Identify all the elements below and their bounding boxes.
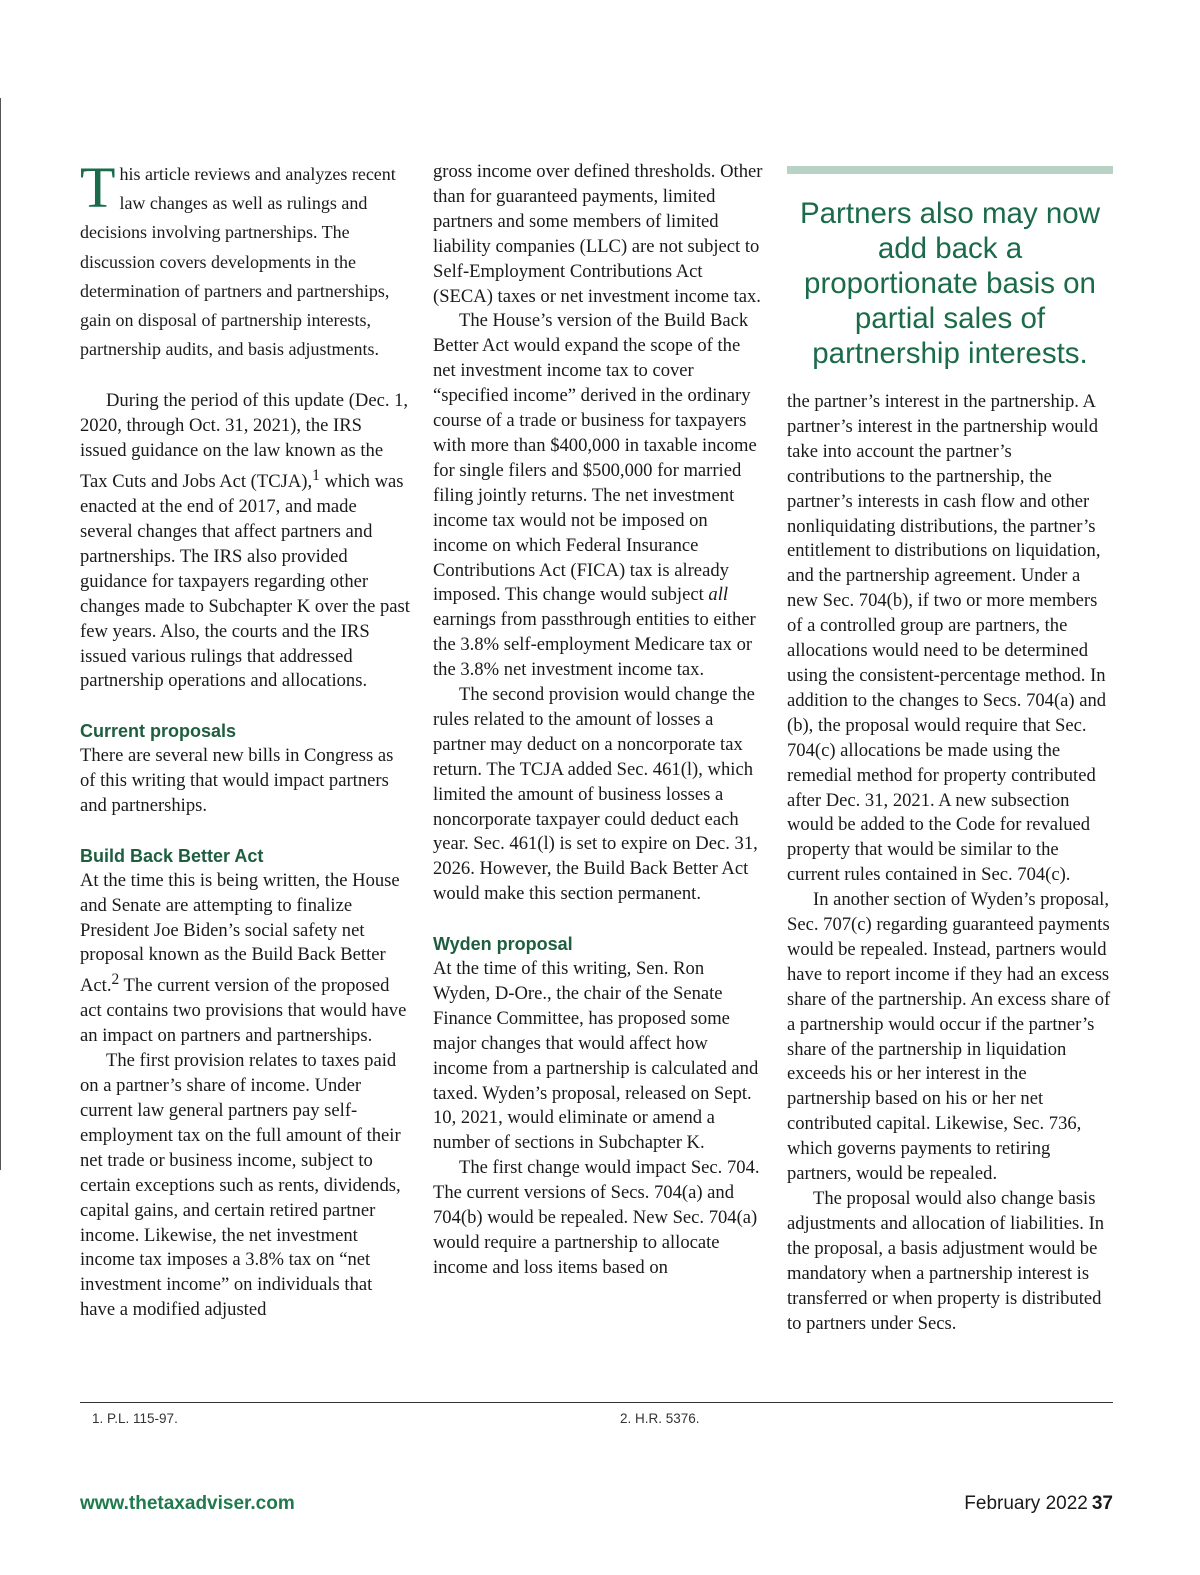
emphasis-all: all	[708, 584, 729, 606]
pull-quote: Partners also may now add back a proportionate basis on partial sales of partnership interests.	[799, 197, 1101, 370]
footer-url[interactable]: www.thetaxadviser.com	[80, 1493, 295, 1514]
subhead-wyden-proposal: Wyden proposal	[433, 934, 573, 955]
footnote-1: 1. P.L. 115-97.	[92, 1411, 178, 1426]
drop-cap: T	[80, 155, 116, 220]
column-3	[787, 160, 1113, 1336]
body-paragraph-current: There are several new bills in Congress as of this writing that would impact partners and partnerships.	[80, 745, 394, 816]
subhead-current-proposals: Current proposals	[80, 721, 237, 742]
column-1	[80, 155, 410, 1323]
body-paragraph-continued-3: the partner’s interest in the partnership. A partner’s interest in the partnership would take into account the partner’s contributions to the partnership, the partner’s interests in cash flow and other nonliquidating distributions, the partner’s entitlement to distributions on liquidation, and the partnership agreement. Under a new Sec. 704(b), if two or more members of a controlled group are partners, the allocations would need to be determined using the consistent-percentage method. In addition to the changes to Secs. 704(a) and (b), the proposal would require that Sec. 704(c) allocations be made using the remedial method for property contributed after Dec. 31, 2021. A new subsection would be added to the Code for revalued property that would be similar to the current rules contained in Sec. 704(c).	[787, 391, 1107, 886]
footer-date-page	[964, 1493, 1113, 1515]
body-paragraph-basis: The proposal would also change basis adjustments and allocation of liabilities. In the proposal, a basis adjustment would be mandatory when a partnership interest is transferred or when property is distributed to partners under Secs.	[787, 1188, 1105, 1334]
body-paragraph-first-provision: The first provision relates to taxes paid on a partner’s share of income. Under current law general partners pay self-employment tax on the full amount of their net trade or business income, subject to certain exceptions such as rents, dividends, capital gains, and certain retired partner income. Likewise, the net investment income tax imposes a 3.8% tax on “net investment income” on individuals that have a modified adjusted	[80, 1050, 401, 1321]
pull-quote-bar	[787, 166, 1113, 174]
column-2	[433, 160, 763, 1281]
body-paragraph-sec-707: In another section of Wyden’s proposal, Sec. 707(c) regarding guaranteed payments would be repealed. Instead, partners would have to report income if they had an excess share of the partnership. An excess share of a partnership would occur if the partner’s share of the partnership in liquidation exceeds his or her interest in the partnership based on his or her net contributed capital. Likewise, Sec. 736, which governs payments to retiring partners, would be repealed.	[787, 889, 1111, 1185]
left-margin-rule	[0, 98, 1, 1170]
body-paragraph-second-provision: The second provision would change the rules related to the amount of losses a partner may deduct on a noncorporate tax return. The TCJA added Sec. 461(l), which limited the amount of business losses a noncorporate taxpayer could deduct each year. Sec. 461(l) is set to expire on Dec. 31, 2026. However, the Build Back Better Act would make this section permanent.	[433, 684, 758, 905]
footnote-2: 2. H.R. 5376.	[620, 1411, 700, 1426]
body-paragraph-house-version: The House’s version of the Build Back Better Act would expand the scope of the net investment income tax to cover “specified income” derived in the ordinary course of a trade or business for taxpayers with more than $400,000 in taxable income for single filers and $500,000 for married filing jointly returns. The net investment income tax would not be imposed on income on which Federal Insurance Contributions Act (FICA) tax is already imposed. This change would subject all earnings from passthrough entities to either the 3.8% self-employment Medicare tax or the 3.8% net investment income tax.	[433, 310, 757, 681]
subhead-build-back-better: Build Back Better Act	[80, 845, 264, 866]
body-paragraph-period: During the period of this update (Dec. 1, 2020, through Oct. 31, 2021), the IRS issued guidance on the law known as the Tax Cuts and Jobs Act (TCJA),$^1$ which was enacted at the end of 2017, and made several changes that affect partners and partnerships. The IRS also provided guidance for taxpayers regarding other changes made to Subchapter K over the past few years. Also, the courts and the IRS issued various rulings that addressed partnership operations and allocations.	[80, 390, 410, 692]
footnote-rule	[80, 1402, 1113, 1403]
body-paragraph-sec-704: The first change would impact Sec. 704. The current versions of Secs. 704(a) and 704(b) would be repealed. New Sec. 704(a) would require a partnership to allocate income and loss items based on	[433, 1157, 760, 1278]
intro-paragraph	[80, 155, 410, 364]
body-paragraph-continued: gross income over defined thresholds. Other than for guaranteed payments, limited partners and some members of limited liability companies (LLC) are not subject to Self-Employment Contributions Act (SECA) taxes or net investment income tax.	[433, 161, 763, 307]
intro-text: his article reviews and analyzes recent law changes as well as rulings and decisions involving partnerships. The discussion covers developments in the determination of partners and partnerships, gain on disposal of partnership interests, partnership audits, and basis adjustments.	[80, 164, 396, 360]
footnote-ref-2: 2	[111, 971, 120, 989]
body-paragraph-wyden: At the time of this writing, Sen. Ron Wyden, D-Ore., the chair of the Senate Finance Committee, has proposed some major changes that would affect how income from a partnership is calculated and taxed. Wyden’s proposal, released on Sept. 10, 2021, would eliminate or amend a number of sections in Subchapter K.	[433, 957, 759, 1154]
page-number: 37	[1091, 1493, 1113, 1514]
body-paragraph-bba: At the time this is being written, the House and Senate are attempting to finalize President Joe Biden’s social safety net proposal known as the Build Back Better Act.$^2$ The current version of the proposed act contains two provisions that would have an impact on partners and partnerships.	[80, 869, 407, 1047]
footer-date: February 2022	[964, 1493, 1088, 1514]
footnote-ref-1: 1	[312, 467, 320, 485]
